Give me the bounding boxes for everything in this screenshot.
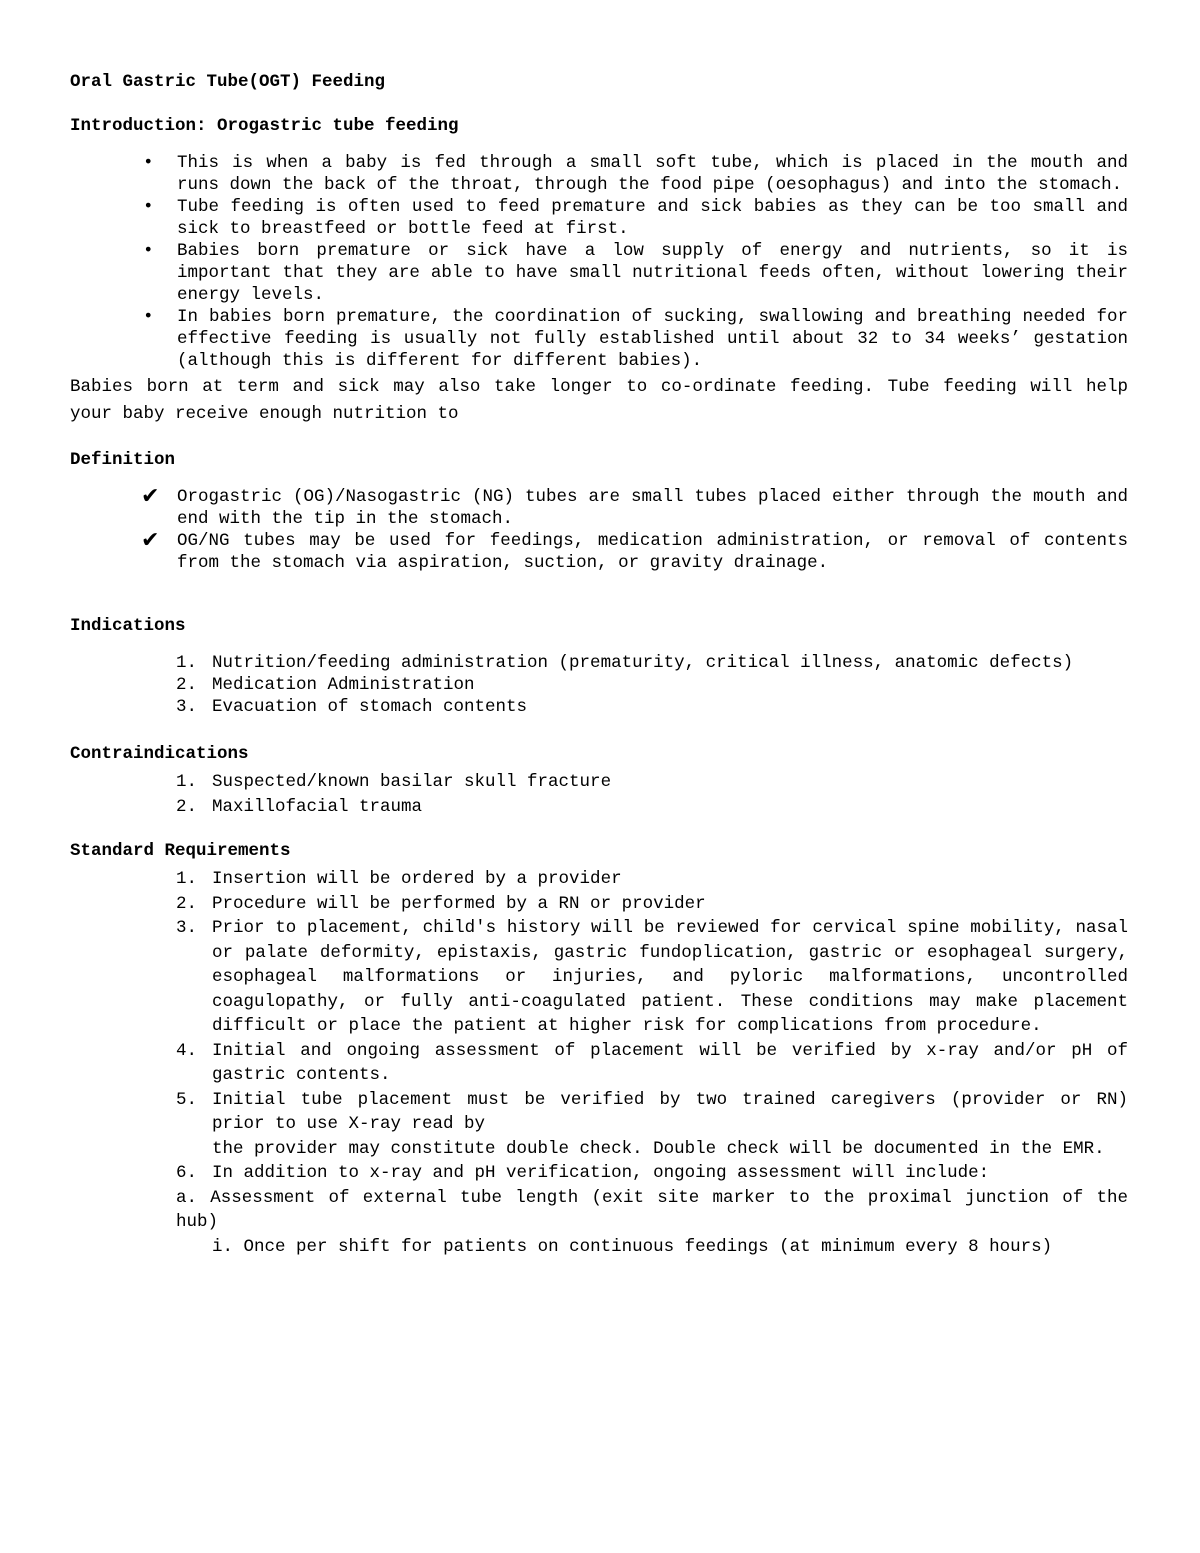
standard-requirements-list (70, 867, 1128, 1186)
definition-heading: Definition (70, 450, 176, 470)
bullet-marker: • (143, 241, 154, 261)
indications-heading: Indications (70, 616, 186, 636)
contraindications-heading: Contraindications (70, 744, 249, 764)
spacer (70, 574, 1128, 614)
standard-item-5: 5. Initial tube placement must be verified by two trained caregivers (provider or RN) prior to use X-ray read by the provider may constitute double check. Double check will be documented in the EMR. (176, 1089, 1128, 1159)
intro-bullet-3: • Babies born premature or sick have a low supply of energy and nutrients, so it is important that they are able to have small nutritional feeds often, without lowering their energy levels. (143, 241, 1128, 305)
indication-item-1: 1. Nutrition/feeding administration (prematurity, critical illness, anatomic defects) (176, 653, 1074, 673)
standard-item-4: 4. Initial and ongoing assessment of placement will be verified by x-ray and/or pH of gastric contents. (176, 1040, 1128, 1085)
intro-bullet-1: • This is when a baby is fed through a small soft tube, which is placed in the mouth and runs down the back of the throat, through the food pipe (oesophagus) and into the stomach. (143, 153, 1128, 195)
bullet-marker: • (143, 307, 154, 327)
standard-subitem-a: a. Assessment of external tube length (exit site marker to the proximal junction of the hub) (176, 1187, 1128, 1232)
checkmark-icon: ✔ (141, 528, 160, 553)
contraindication-item-1: 1. Suspected/known basilar skull fracture (176, 772, 612, 792)
checkmark-icon: ✔ (141, 484, 160, 509)
standard-item-5-continuation: the provider may constitute double check. Double check will be documented in the EMR. (212, 1138, 1105, 1159)
document-title: Oral Gastric Tube(OGT) Feeding (70, 72, 386, 92)
contraindication-item-2: 2. Maxillofacial trauma (176, 796, 423, 817)
definition-list (70, 486, 1128, 574)
intro-heading: Introduction: Orogastric tube feeding (70, 116, 459, 136)
standard-item-2: 2. Procedure will be performed by a RN or provider (176, 893, 706, 914)
standard-requirements-heading: Standard Requirements (70, 841, 291, 861)
definition-item-1: ✔ Orogastric (OG)/Nasogastric (NG) tubes are small tubes placed either through the mouth and end with the tip in the stomach. (141, 484, 1128, 529)
standard-item-3: 3. Prior to placement, child's history will be reviewed for cervical spine mobility, nasal or palate deformity, epistaxis, gastric fundoplication, gastric or esophageal surgery, esophageal malformations or injuries, and pyloric malformations, uncontrolled coagulopathy, or fully anti-coagulated patient. These conditions may make placement difficult or place the patient at higher risk for complications from procedure. (176, 918, 1128, 1036)
standard-item-6: 6. In addition to x-ray and pH verification, ongoing assessment will include: (176, 1163, 990, 1183)
intro-bullet-4: • In babies born premature, the coordination of sucking, swallowing and breathing needed for effective feeding is usually not fully established until about 32 to 34 weeks’ gestation (although this is different for different babies). (143, 307, 1128, 371)
standard-subitem-i: i. Once per shift for patients on continuous feedings (at minimum every 8 hours) (212, 1236, 1053, 1257)
definition-item-2: ✔ OG/NG tubes may be used for feedings, medication administration, or removal of contents from the stomach via aspiration, suction, or gravity drainage. (141, 528, 1128, 573)
document-page (70, 70, 1128, 1259)
bullet-marker: • (143, 153, 154, 173)
indications-list (70, 652, 1128, 718)
contraindications-list (70, 770, 1128, 819)
standard-item-1: 1. Insertion will be ordered by a provider (176, 869, 622, 889)
intro-bullet-list (70, 152, 1128, 372)
indication-item-3: 3. Evacuation of stomach contents (176, 697, 528, 717)
intro-bullet-2: • Tube feeding is often used to feed premature and sick babies as they can be too small and sick to breastfeed or bottle feed at first. (143, 197, 1128, 239)
intro-paragraph: Babies born at term and sick may also take longer to co-ordinate feeding. Tube feeding will help your baby receive enough nutrition to (70, 377, 1128, 424)
bullet-marker: • (143, 197, 154, 217)
indication-item-2: 2. Medication Administration (176, 675, 475, 695)
